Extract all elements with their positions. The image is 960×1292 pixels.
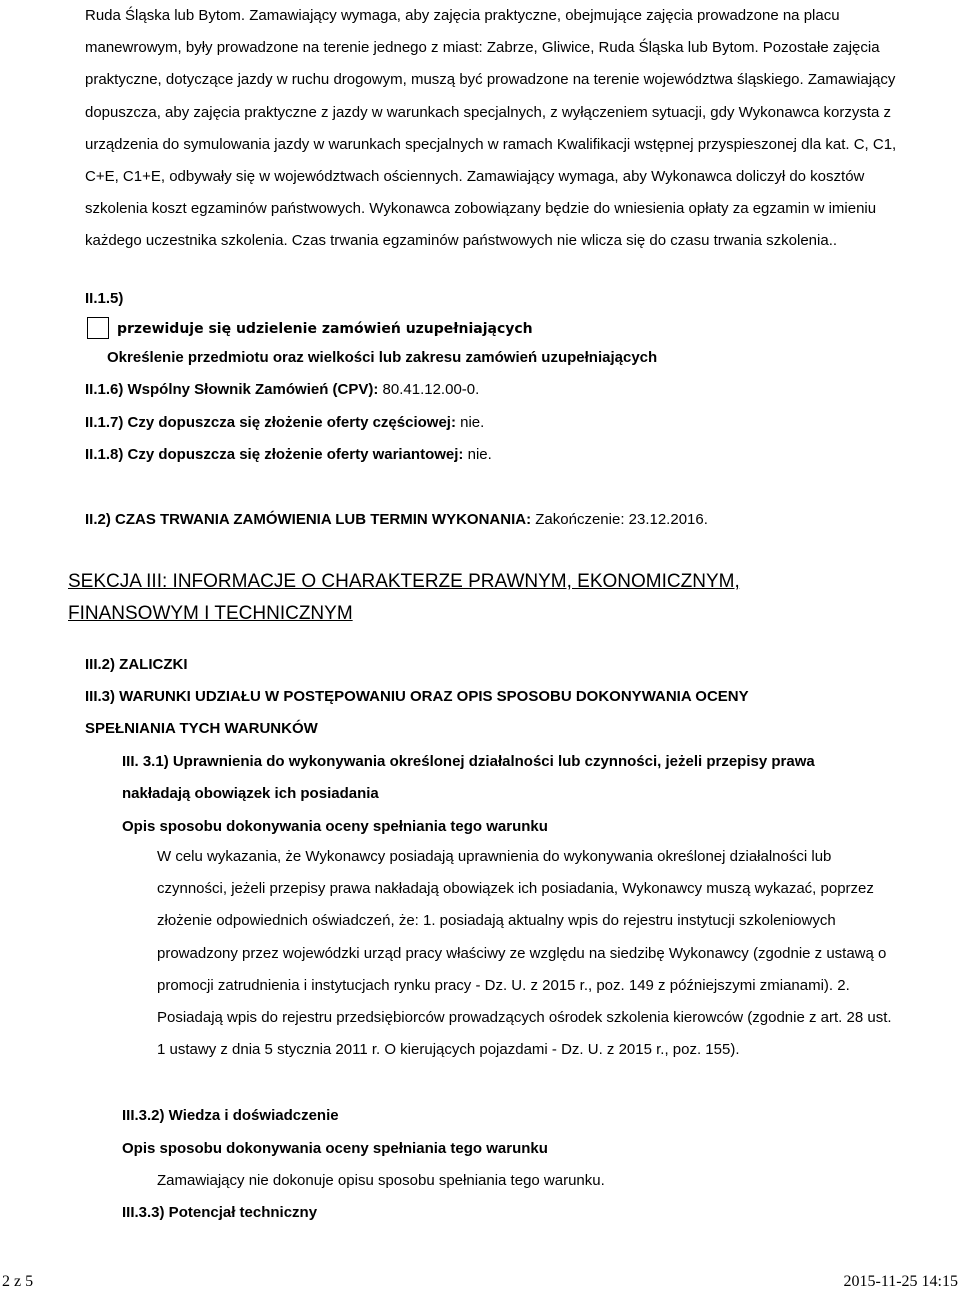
section-ii-1-6 [85, 381, 479, 399]
section-ii-1-5-label: II.1.5) [85, 290, 124, 307]
partial-offer-label: II.1.7) Czy dopuszcza się złożenie oferty częściowej: [85, 414, 456, 431]
variant-offer-value: nie. [467, 446, 492, 463]
section-iii-3-2: III.3.2) Wiedza i doświadczenie [122, 1107, 339, 1124]
duration-value: Zakończenie: 23.12.2016. [535, 511, 708, 528]
section-iii-3-1-desc: W celu wykazania, że Wykonawcy posiadają uprawnienia do wykonywania określonej działalności lub czynności, jeżeli przepisy prawa nakładają obowiązek ich posiadania, Wykonawcy muszą wykazać, poprzez złożenie odpowiednich oświadczeń, że: 1. posiadają aktualny wpis do rejestru instytucji szkoleniowych prowadzony przez wojewódzki urząd pracy właściwy ze względu na siedzibę Wykonawcy (zgodnie z ustawą o promocji zatrudnienia i instytucjach rynku pracy - Dz. U. z 2015 r., poz. 149 z późniejszymi zmianami). 2. Posiadają wpis do rejestru przedsiębiorców prowadzących ośrodek szkolenia kierowców (zgodnie z art. 28 ust. 1 ustawy z dnia 5 stycznia 2011 r. O kierujących pojazdami - Dz. U. z 2015 r., poz. 155). [157, 848, 892, 1059]
section-iii-3-1-desc-label: Opis sposobu dokonywania oceny spełniania tego warunku [122, 818, 548, 835]
cpv-value: 80.41.12.00-0. [382, 381, 480, 398]
intro-paragraph: Ruda Śląska lub Bytom. Zamawiający wymaga, aby zajęcia praktyczne, obejmujące zajęcia prowadzone na placu manewrowym, były prowadzone na terenie jednego z miast: Zabrze, Gliwice, Ruda Śląska lub Bytom. Pozostałe zajęcia praktyczne, dotyczące jazdy w ruchu drogowym, muszą być prowadzone na terenie województwa śląskiego. Zamawiający dopuszcza, aby zajęcia praktyczne z jazdy w warunkach specjalnych, z wyłączeniem sytuacji, gdy Wykonawca korzysta z urządzenia do symulowania jazdy w warunkach specjalnych w ramach Kwalifikacji wstępnej przyspieszonej dla kat. C, C1, C+E, C1+E, odbywały się w województwach ościennych. Zamawiający wymaga, aby Wykonawca doliczył do kosztów szkolenia koszt egzaminów państwowych. Wykonawca zobowiązany będzie do wniesienia opłaty za egzamin w imieniu każdego uczestnika szkolenia. Czas trwania egzaminów państwowych nie wlicza się do czasu trwania szkolenia.. [85, 7, 897, 250]
section-iii-3-1-line2: nakładają obowiązek ich posiadania [122, 785, 379, 802]
section-iii-2: III.2) ZALICZKI [85, 656, 188, 673]
section-iii-3-line2: SPEŁNIANIA TYCH WARUNKÓW [85, 720, 318, 737]
partial-offer-value: nie. [460, 414, 485, 431]
section-ii-2 [85, 511, 708, 529]
section-iii-heading-line1: SEKCJA III: INFORMACJE O CHARAKTERZE PRAWNYM, EKONOMICZNYM, [68, 571, 740, 592]
cpv-label: II.1.6) Wspólny Słownik Zamówień (CPV): [85, 381, 379, 398]
section-iii-3-2-desc: Zamawiający nie dokonuje opisu sposobu spełniania tego warunku. [157, 1172, 605, 1189]
section-iii-heading-line2: FINANSOWYM I TECHNICZNYM [68, 603, 353, 624]
section-iii-3-1-line1: III. 3.1) Uprawnienia do wykonywania określonej działalności lub czynności, jeżeli przepisy prawa [122, 753, 815, 770]
additional-orders-checkbox-label: przewiduje się udzielenie zamówień uzupełniających [117, 321, 533, 337]
additional-orders-subheading: Określenie przedmiotu oraz wielkości lub zakresu zamówień uzupełniających [107, 349, 658, 366]
section-ii-1-7 [85, 414, 484, 432]
footer-timestamp: 2015-11-25 14:15 [843, 1273, 958, 1290]
section-iii-3-line1: III.3) WARUNKI UDZIAŁU W POSTĘPOWANIU ORAZ OPIS SPOSOBU DOKONYWANIA OCENY [85, 688, 749, 705]
section-iii-3-3: III.3.3) Potencjał techniczny [122, 1204, 318, 1221]
footer-page-number: 2 z 5 [2, 1273, 34, 1290]
section-iii-3-2-desc-label: Opis sposobu dokonywania oceny spełniania tego warunku [122, 1140, 548, 1157]
variant-offer-label: II.1.8) Czy dopuszcza się złożenie oferty wariantowej: [85, 446, 464, 463]
duration-label: II.2) CZAS TRWANIA ZAMÓWIENIA LUB TERMIN WYKONANIA: [85, 511, 532, 528]
additional-orders-checkbox [87, 317, 109, 339]
section-ii-1-8 [85, 446, 492, 464]
